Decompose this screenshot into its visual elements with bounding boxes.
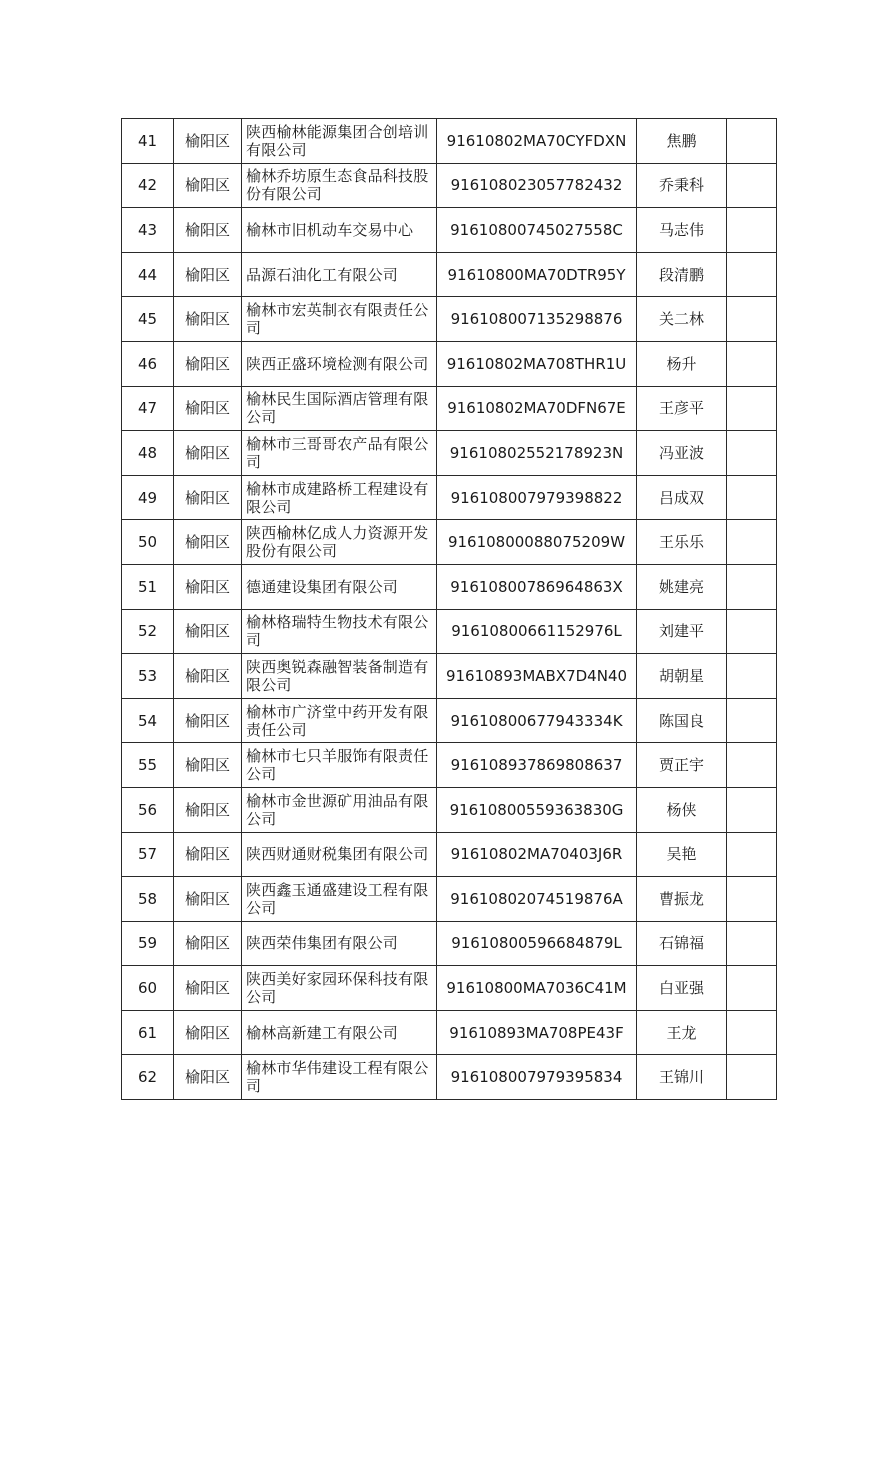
company-name: 榆林市宏英制衣有限责任公司 <box>242 297 437 342</box>
company-name: 德通建设集团有限公司 <box>242 564 437 609</box>
company-name: 榆林高新建工有限公司 <box>242 1010 437 1055</box>
company-name: 陕西榆林能源集团合创培训有限公司 <box>242 119 437 164</box>
legal-representative: 吕成双 <box>637 475 727 520</box>
credit-code: 91610802MA70CYFDXN <box>437 119 637 164</box>
company-name: 榆林市成建路桥工程建设有限公司 <box>242 475 437 520</box>
credit-code: 916108007135298876 <box>437 297 637 342</box>
credit-code: 91610800596684879L <box>437 921 637 966</box>
row-number: 59 <box>122 921 174 966</box>
district: 榆阳区 <box>174 1055 242 1100</box>
remarks <box>727 966 777 1011</box>
row-number: 62 <box>122 1055 174 1100</box>
credit-code: 91610802MA70DFN67E <box>437 386 637 431</box>
district: 榆阳区 <box>174 1010 242 1055</box>
row-number: 42 <box>122 163 174 208</box>
table-row <box>122 921 777 966</box>
remarks <box>727 297 777 342</box>
legal-representative: 吴艳 <box>637 832 727 877</box>
district: 榆阳区 <box>174 431 242 476</box>
district: 榆阳区 <box>174 877 242 922</box>
row-number: 60 <box>122 966 174 1011</box>
credit-code: 91610893MABX7D4N40 <box>437 654 637 699</box>
legal-representative: 陈国良 <box>637 698 727 743</box>
table-row <box>122 654 777 699</box>
credit-code: 91610802MA70403J6R <box>437 832 637 877</box>
row-number: 44 <box>122 252 174 297</box>
company-name: 陕西正盛环境检测有限公司 <box>242 341 437 386</box>
legal-representative: 乔秉科 <box>637 163 727 208</box>
row-number: 52 <box>122 609 174 654</box>
row-number: 49 <box>122 475 174 520</box>
table-row <box>122 743 777 788</box>
table-row <box>122 609 777 654</box>
company-name: 榆林格瑞特生物技术有限公司 <box>242 609 437 654</box>
remarks <box>727 475 777 520</box>
remarks <box>727 431 777 476</box>
legal-representative: 杨升 <box>637 341 727 386</box>
legal-representative: 姚建亮 <box>637 564 727 609</box>
district: 榆阳区 <box>174 475 242 520</box>
company-name: 榆林市华伟建设工程有限公司 <box>242 1055 437 1100</box>
row-number: 58 <box>122 877 174 922</box>
row-number: 56 <box>122 787 174 832</box>
district: 榆阳区 <box>174 520 242 565</box>
legal-representative: 马志伟 <box>637 208 727 253</box>
table-row <box>122 341 777 386</box>
company-name: 榆林乔坊原生态食品科技股份有限公司 <box>242 163 437 208</box>
row-number: 46 <box>122 341 174 386</box>
remarks <box>727 163 777 208</box>
table-row <box>122 877 777 922</box>
legal-representative: 白亚强 <box>637 966 727 1011</box>
district: 榆阳区 <box>174 564 242 609</box>
company-name: 榆林民生国际酒店管理有限公司 <box>242 386 437 431</box>
legal-representative: 杨侠 <box>637 787 727 832</box>
legal-representative: 石锦福 <box>637 921 727 966</box>
row-number: 45 <box>122 297 174 342</box>
district: 榆阳区 <box>174 252 242 297</box>
credit-code: 91610893MA708PE43F <box>437 1010 637 1055</box>
remarks <box>727 341 777 386</box>
company-name: 榆林市旧机动车交易中心 <box>242 208 437 253</box>
district: 榆阳区 <box>174 341 242 386</box>
legal-representative: 王乐乐 <box>637 520 727 565</box>
table-row <box>122 520 777 565</box>
company-name: 陕西鑫玉通盛建设工程有限公司 <box>242 877 437 922</box>
legal-representative: 刘建平 <box>637 609 727 654</box>
table-row <box>122 431 777 476</box>
district: 榆阳区 <box>174 163 242 208</box>
credit-code: 916108937869808637 <box>437 743 637 788</box>
row-number: 43 <box>122 208 174 253</box>
remarks <box>727 743 777 788</box>
district: 榆阳区 <box>174 654 242 699</box>
legal-representative: 段清鹏 <box>637 252 727 297</box>
table-row <box>122 475 777 520</box>
company-name: 榆林市三哥哥农产品有限公司 <box>242 431 437 476</box>
row-number: 53 <box>122 654 174 699</box>
table-row <box>122 1055 777 1100</box>
credit-code: 91610802MA708THR1U <box>437 341 637 386</box>
row-number: 57 <box>122 832 174 877</box>
credit-code: 91610802552178923N <box>437 431 637 476</box>
company-name: 榆林市七只羊服饰有限责任公司 <box>242 743 437 788</box>
company-name: 陕西美好家园环保科技有限公司 <box>242 966 437 1011</box>
remarks <box>727 654 777 699</box>
company-name: 品源石油化工有限公司 <box>242 252 437 297</box>
company-name: 陕西荣伟集团有限公司 <box>242 921 437 966</box>
legal-representative: 关二林 <box>637 297 727 342</box>
table-row <box>122 386 777 431</box>
table-row <box>122 208 777 253</box>
table-row <box>122 787 777 832</box>
district: 榆阳区 <box>174 208 242 253</box>
remarks <box>727 787 777 832</box>
row-number: 48 <box>122 431 174 476</box>
company-list-table <box>121 118 777 1100</box>
table-row <box>122 966 777 1011</box>
row-number: 55 <box>122 743 174 788</box>
row-number: 51 <box>122 564 174 609</box>
credit-code: 91610800661152976L <box>437 609 637 654</box>
remarks <box>727 1055 777 1100</box>
remarks <box>727 252 777 297</box>
credit-code: 91610800MA70DTR95Y <box>437 252 637 297</box>
remarks <box>727 208 777 253</box>
table-row <box>122 698 777 743</box>
district: 榆阳区 <box>174 119 242 164</box>
district: 榆阳区 <box>174 609 242 654</box>
credit-code: 91610800MA7036C41M <box>437 966 637 1011</box>
company-name: 陕西财通财税集团有限公司 <box>242 832 437 877</box>
table-row <box>122 252 777 297</box>
table-row <box>122 119 777 164</box>
legal-representative: 王彦平 <box>637 386 727 431</box>
row-number: 47 <box>122 386 174 431</box>
credit-code: 91610800745027558C <box>437 208 637 253</box>
credit-code: 916108007979395834 <box>437 1055 637 1100</box>
remarks <box>727 1010 777 1055</box>
company-name: 榆林市金世源矿用油品有限公司 <box>242 787 437 832</box>
row-number: 41 <box>122 119 174 164</box>
district: 榆阳区 <box>174 743 242 788</box>
company-name: 陕西榆林亿成人力资源开发股份有限公司 <box>242 520 437 565</box>
row-number: 50 <box>122 520 174 565</box>
legal-representative: 冯亚波 <box>637 431 727 476</box>
row-number: 54 <box>122 698 174 743</box>
district: 榆阳区 <box>174 787 242 832</box>
legal-representative: 王龙 <box>637 1010 727 1055</box>
row-number: 61 <box>122 1010 174 1055</box>
table-row <box>122 832 777 877</box>
remarks <box>727 564 777 609</box>
credit-code: 91610800559363830G <box>437 787 637 832</box>
legal-representative: 曹振龙 <box>637 877 727 922</box>
credit-code: 916108007979398822 <box>437 475 637 520</box>
company-name: 榆林市广济堂中药开发有限责任公司 <box>242 698 437 743</box>
table-row <box>122 163 777 208</box>
company-name: 陕西奥锐森融智装备制造有限公司 <box>242 654 437 699</box>
table-row <box>122 297 777 342</box>
remarks <box>727 386 777 431</box>
remarks <box>727 698 777 743</box>
legal-representative: 王锦川 <box>637 1055 727 1100</box>
remarks <box>727 520 777 565</box>
remarks <box>727 119 777 164</box>
remarks <box>727 609 777 654</box>
district: 榆阳区 <box>174 297 242 342</box>
table-row <box>122 1010 777 1055</box>
district: 榆阳区 <box>174 386 242 431</box>
district: 榆阳区 <box>174 921 242 966</box>
district: 榆阳区 <box>174 832 242 877</box>
remarks <box>727 921 777 966</box>
table-body <box>122 119 777 1100</box>
credit-code: 91610800677943334K <box>437 698 637 743</box>
remarks <box>727 832 777 877</box>
credit-code: 91610800088075209W <box>437 520 637 565</box>
legal-representative: 焦鹏 <box>637 119 727 164</box>
legal-representative: 胡朝星 <box>637 654 727 699</box>
district: 榆阳区 <box>174 966 242 1011</box>
credit-code: 91610802074519876A <box>437 877 637 922</box>
remarks <box>727 877 777 922</box>
legal-representative: 贾正宇 <box>637 743 727 788</box>
credit-code: 91610800786964863X <box>437 564 637 609</box>
credit-code: 916108023057782432 <box>437 163 637 208</box>
district: 榆阳区 <box>174 698 242 743</box>
table-row <box>122 564 777 609</box>
